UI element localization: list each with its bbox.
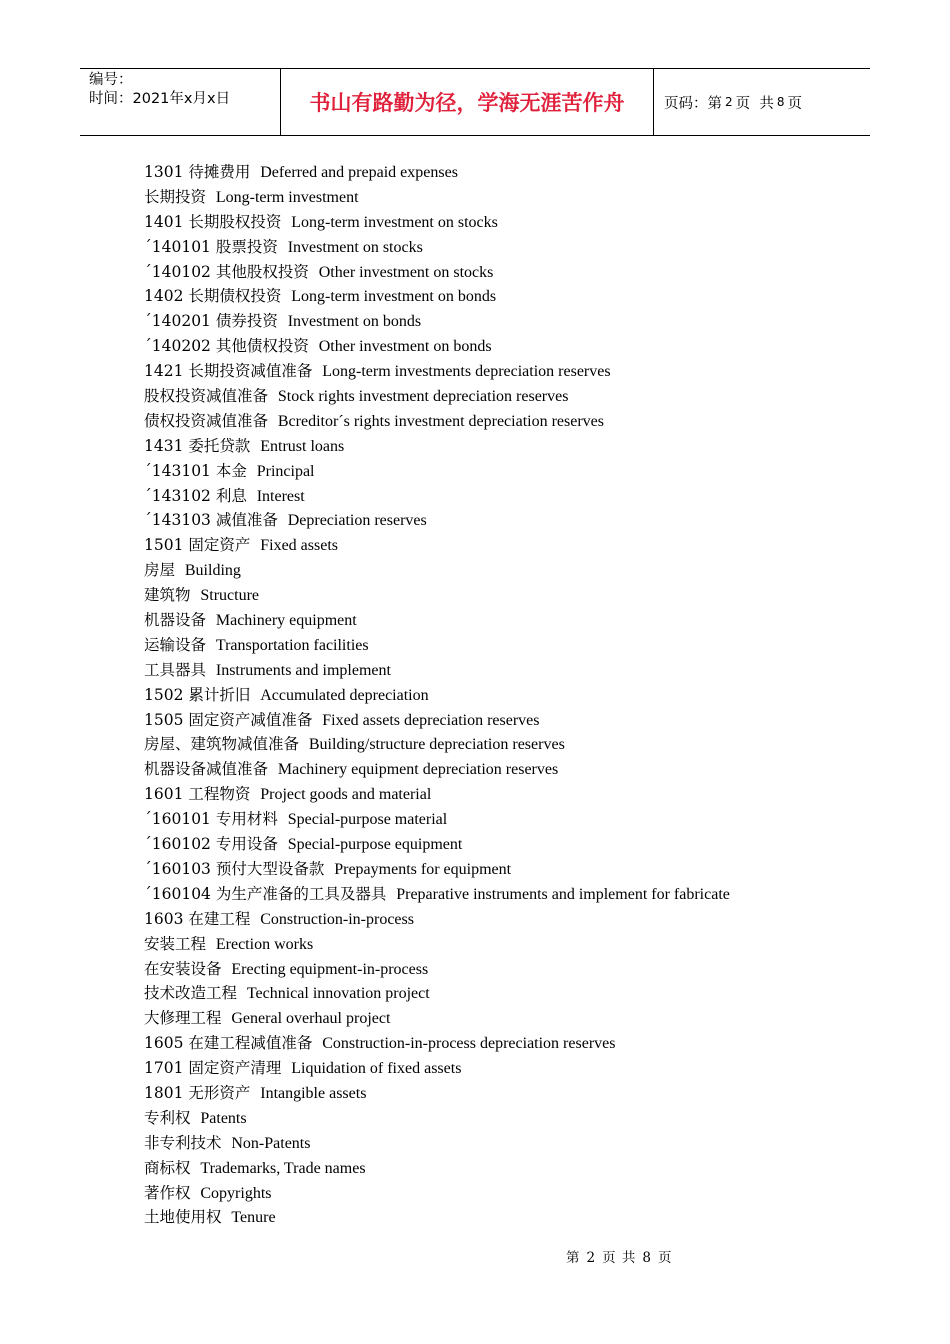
account-entry	[144, 1131, 730, 1156]
account-name-cn: 安装工程	[144, 934, 207, 953]
account-name-cn: 机器设备	[144, 611, 207, 630]
account-name-cn: 1402 长期债权投资	[144, 287, 282, 306]
account-name-en: Investment on bonds	[287, 313, 422, 331]
page-header	[80, 68, 870, 136]
account-entry	[144, 409, 730, 434]
account-entry	[144, 857, 730, 882]
account-name-cn: 1601 工程物资	[144, 785, 251, 804]
account-name-en: Long-term investment on stocks	[291, 213, 498, 231]
account-name-cn: ´140102 其他股权投资	[144, 262, 309, 281]
account-entry	[144, 1205, 730, 1230]
page-current: 2	[725, 95, 733, 109]
page-prefix: 页码：第	[664, 95, 722, 112]
account-entry	[144, 558, 730, 583]
account-name-cn: ´140101 股票投资	[144, 237, 278, 256]
account-name-cn: ´143101 本金	[144, 461, 247, 480]
account-entry	[144, 658, 730, 683]
account-name-en: Construction-in-process	[260, 910, 414, 928]
account-name-cn: ´140202 其他债权投资	[144, 337, 309, 356]
account-entry	[144, 1006, 730, 1031]
account-name-en: Patents	[200, 1109, 247, 1127]
account-name-cn: 1502 累计折旧	[144, 685, 251, 704]
account-name-en: Long-term investment	[215, 188, 359, 206]
account-name-cn: 非专利技术	[144, 1133, 222, 1152]
page-total: 8	[776, 95, 785, 109]
account-entry	[144, 1056, 730, 1081]
footer-prefix: 第	[566, 1250, 581, 1266]
account-name-en: Long-term investments depreciation reserves	[322, 363, 611, 381]
account-name-cn: 商标权	[144, 1158, 191, 1177]
account-name-en: Principal	[256, 462, 315, 480]
page-footer	[563, 1246, 675, 1266]
account-name-cn: 土地使用权	[144, 1208, 222, 1227]
account-name-cn: 1501 固定资产	[144, 536, 251, 555]
account-entry	[144, 533, 730, 558]
account-name-cn: ´160103 预付大型设备款	[144, 859, 325, 878]
footer-total: 8	[642, 1250, 652, 1266]
footer-current: 2	[586, 1250, 597, 1266]
account-name-cn: 专利权	[144, 1108, 191, 1127]
account-entry	[144, 284, 730, 309]
account-name-en: Building/structure depreciation reserves	[308, 736, 565, 754]
account-entry	[144, 782, 730, 807]
account-name-cn: 房屋	[144, 561, 176, 580]
account-name-en: Transportation facilities	[215, 636, 369, 654]
account-name-en: Fixed assets	[260, 537, 339, 555]
account-entry	[144, 1031, 730, 1056]
account-entry	[144, 260, 730, 285]
header-motto: 书山有路勤为径，学海无涯苦作舟	[281, 69, 654, 135]
account-name-en: Prepayments for equipment	[334, 860, 512, 878]
account-name-cn: 1801 无形资产	[144, 1083, 251, 1102]
account-name-cn: 运输设备	[144, 635, 207, 654]
account-name-cn: ´160102 专用设备	[144, 835, 278, 854]
account-name-en: Machinery equipment depreciation reserves	[277, 761, 559, 779]
account-entry	[144, 1181, 730, 1206]
account-name-en: Intangible assets	[260, 1084, 367, 1102]
account-name-cn: 1701 固定资产清理	[144, 1059, 282, 1078]
account-name-en: Accumulated depreciation	[260, 686, 429, 704]
account-name-en: Other investment on bonds	[318, 338, 492, 356]
account-entry	[144, 459, 730, 484]
account-entry	[144, 981, 730, 1006]
account-name-en: Structure	[200, 587, 260, 605]
account-name-cn: 在安装设备	[144, 959, 222, 978]
account-name-cn: 1421 长期投资减值准备	[144, 362, 313, 381]
account-entry	[144, 807, 730, 832]
account-name-en: Stock rights investment depreciation reserves	[277, 388, 569, 406]
account-entry	[144, 160, 730, 185]
account-name-en: Special-purpose material	[287, 811, 448, 829]
account-entry	[144, 633, 730, 658]
account-name-cn: 著作权	[144, 1183, 191, 1202]
account-entry	[144, 185, 730, 210]
account-entry	[144, 1156, 730, 1181]
account-name-cn: 大修理工程	[144, 1009, 222, 1028]
account-entry	[144, 309, 730, 334]
account-name-cn: ´143103 减值准备	[144, 511, 278, 530]
account-name-cn: 1301 待摊费用	[144, 163, 251, 181]
account-name-en: Construction-in-process depreciation reserves	[322, 1035, 616, 1053]
account-entry	[144, 683, 730, 708]
account-name-cn: 长期投资	[144, 187, 207, 206]
account-name-en: Copyrights	[200, 1184, 272, 1202]
account-name-en: Fixed assets depreciation reserves	[322, 711, 540, 729]
footer-mid: 页 共	[602, 1250, 637, 1266]
account-name-cn: 1505 固定资产减值准备	[144, 710, 313, 729]
account-entry	[144, 235, 730, 260]
account-name-en: Instruments and implement	[215, 661, 391, 679]
account-name-en: Building	[184, 562, 241, 580]
account-entry	[144, 583, 730, 608]
account-name-en: Interest	[256, 487, 305, 505]
account-entry	[144, 334, 730, 359]
account-name-cn: 1401 长期股权投资	[144, 212, 282, 231]
account-name-en: Liquidation of fixed assets	[291, 1060, 462, 1078]
account-name-en: Erecting equipment-in-process	[231, 960, 429, 978]
account-name-en: Machinery equipment	[215, 612, 357, 630]
page-mid: 页 共	[735, 95, 774, 112]
account-entry	[144, 384, 730, 409]
account-name-cn: 技术改造工程	[144, 984, 238, 1003]
account-name-en: General overhaul project	[231, 1010, 391, 1028]
account-name-cn: 工具器具	[144, 660, 207, 679]
header-meta	[80, 69, 281, 135]
account-name-cn: 1605 在建工程减值准备	[144, 1034, 313, 1053]
account-name-en: Preparative instruments and implement for fabricate	[396, 885, 730, 903]
account-entry	[144, 1081, 730, 1106]
date-label: 时间：2021年x月x日	[89, 91, 231, 107]
account-name-en: Other investment on stocks	[318, 263, 494, 281]
page-suffix: 页	[787, 95, 802, 112]
account-entry	[144, 732, 730, 757]
footer-suffix: 页	[657, 1250, 673, 1266]
account-name-en: Technical innovation project	[246, 985, 430, 1003]
account-entry	[144, 434, 730, 459]
account-name-cn: 1603 在建工程	[144, 909, 251, 928]
account-name-en: Depreciation reserves	[287, 512, 427, 530]
account-name-cn: ´160101 专用材料	[144, 810, 278, 829]
account-name-cn: 股权投资减值准备	[144, 387, 269, 406]
account-name-cn: ´143102 利息	[144, 486, 247, 505]
account-name-en: Bcreditor´s rights investment depreciation reserves	[277, 412, 604, 430]
account-entry	[144, 484, 730, 509]
account-name-en: Tenure	[231, 1209, 276, 1227]
account-entry	[144, 210, 730, 235]
account-name-en: Long-term investment on bonds	[291, 288, 497, 306]
account-name-en: Trademarks, Trade names	[200, 1159, 366, 1177]
account-entry	[144, 882, 730, 907]
account-entry	[144, 957, 730, 982]
account-list	[144, 160, 730, 1230]
account-entry	[144, 359, 730, 384]
account-name-cn: 债权投资减值准备	[144, 411, 269, 430]
account-name-en: Special-purpose equipment	[287, 836, 463, 854]
account-name-cn: ´160104 为生产准备的工具及器具	[144, 884, 387, 903]
account-entry	[144, 608, 730, 633]
account-entry	[144, 508, 730, 533]
account-entry	[144, 932, 730, 957]
account-name-cn: 1431 委托贷款	[144, 436, 251, 455]
account-name-en: Deferred and prepaid expenses	[260, 164, 458, 181]
header-page-indicator	[654, 69, 870, 135]
account-name-cn: 建筑物	[144, 586, 191, 605]
account-name-en: Project goods and material	[260, 786, 432, 804]
account-name-en: Erection works	[215, 935, 314, 953]
serial-label: 编号：	[89, 72, 133, 88]
account-name-cn: 房屋、建筑物减值准备	[144, 735, 300, 754]
account-entry	[144, 907, 730, 932]
account-entry	[144, 832, 730, 857]
account-name-en: Entrust loans	[260, 437, 345, 455]
account-entry	[144, 1106, 730, 1131]
account-name-cn: 机器设备减值准备	[144, 760, 269, 779]
account-entry	[144, 708, 730, 733]
account-entry	[144, 757, 730, 782]
account-name-en: Investment on stocks	[287, 238, 423, 256]
account-name-cn: ´140201 债券投资	[144, 312, 278, 331]
account-name-en: Non-Patents	[231, 1134, 311, 1152]
